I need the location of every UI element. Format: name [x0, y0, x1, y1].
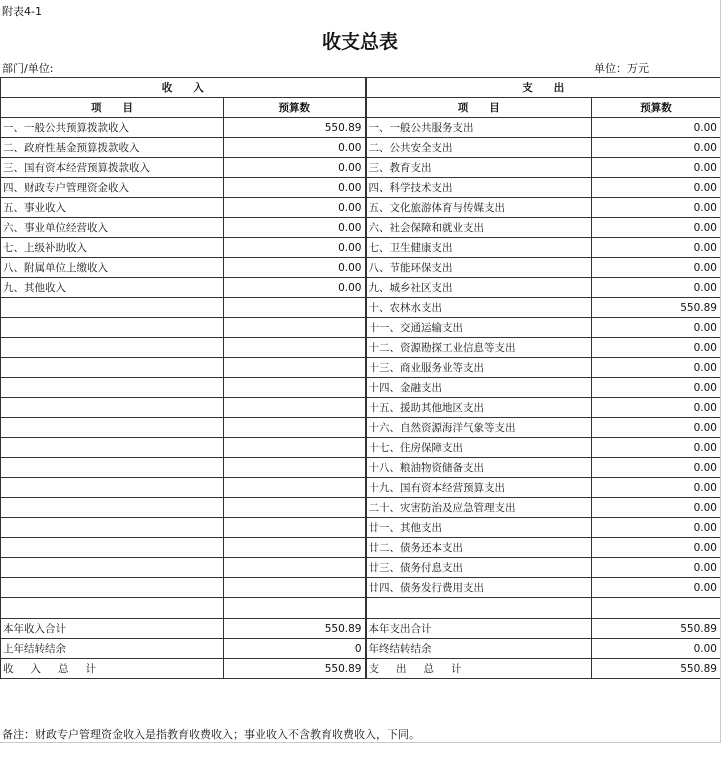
income-value-cell: 0.00	[224, 138, 366, 158]
expense-item-cell: 十六、自然资源海洋气象等支出	[366, 418, 592, 438]
table-row	[1, 318, 721, 338]
income-value-cell: 0.00	[224, 158, 366, 178]
income-item-cell: 六、事业单位经营收入	[1, 218, 224, 238]
table-row	[1, 438, 721, 458]
income-item-cell	[1, 518, 224, 538]
income-value-cell: 0.00	[224, 278, 366, 298]
expense-item-cell: 廿一、其他支出	[366, 518, 592, 538]
sheet-bottom-border	[0, 742, 721, 743]
income-total-value: 550.89	[224, 619, 366, 639]
income-value-cell	[224, 558, 366, 578]
income-item-cell	[1, 298, 224, 318]
expense-value-cell: 0.00	[592, 518, 721, 538]
blank-row	[1, 598, 721, 619]
table-caption: 附表4-1	[2, 5, 42, 18]
expense-item-cell: 廿二、债务还本支出	[366, 538, 592, 558]
expense-value-cell: 0.00	[592, 178, 721, 198]
income-value-cell	[224, 498, 366, 518]
expense-item-cell: 十一、交通运输支出	[366, 318, 592, 338]
table-row	[1, 498, 721, 518]
income-item-cell	[1, 338, 224, 358]
income-value-cell: 0.00	[224, 238, 366, 258]
expense-value-cell: 0.00	[592, 158, 721, 178]
sheet-right-border	[720, 0, 721, 743]
income-item-cell	[1, 458, 224, 478]
expense-value-cell: 0.00	[592, 118, 721, 138]
column-header-row	[1, 98, 721, 118]
expense-item-header: 项 目	[366, 98, 592, 118]
table-row	[1, 558, 721, 578]
table-row	[1, 118, 721, 138]
income-header: 收 入	[1, 78, 366, 98]
table-row	[1, 338, 721, 358]
carry-over-row	[1, 639, 721, 659]
expense-item-cell: 十二、资源勘探工业信息等支出	[366, 338, 592, 358]
income-value-cell	[224, 578, 366, 598]
expense-budget-header: 预算数	[592, 98, 721, 118]
expense-item-cell: 十三、商业服务业等支出	[366, 358, 592, 378]
expense-value-cell: 0.00	[592, 258, 721, 278]
expense-item-cell: 廿四、债务发行费用支出	[366, 578, 592, 598]
income-item-cell	[1, 358, 224, 378]
income-value-cell	[224, 338, 366, 358]
expense-value-cell: 0.00	[592, 478, 721, 498]
income-value-cell	[224, 318, 366, 338]
income-item-cell	[1, 558, 224, 578]
table-row	[1, 198, 721, 218]
expense-item-cell: 十九、国有资本经营预算支出	[366, 478, 592, 498]
expense-item-cell: 十七、住房保障支出	[366, 438, 592, 458]
expense-value-cell: 0.00	[592, 418, 721, 438]
table-row	[1, 378, 721, 398]
income-total-value: 550.89	[224, 659, 366, 679]
expense-value-cell: 0.00	[592, 218, 721, 238]
income-item-cell	[1, 438, 224, 458]
table-row	[1, 158, 721, 178]
income-value-cell	[224, 458, 366, 478]
table-row	[1, 478, 721, 498]
income-value-cell	[224, 398, 366, 418]
expense-total-label: 本年支出合计	[366, 619, 592, 639]
income-value-cell	[224, 518, 366, 538]
expense-value-cell: 0.00	[592, 378, 721, 398]
income-value-cell: 550.89	[224, 118, 366, 138]
income-item-cell	[1, 498, 224, 518]
table-row	[1, 218, 721, 238]
income-value-cell	[224, 438, 366, 458]
income-item-cell	[1, 318, 224, 338]
expense-value-cell: 0.00	[592, 278, 721, 298]
expense-item-cell: 四、科学技术支出	[366, 178, 592, 198]
income-item-cell: 五、事业收入	[1, 198, 224, 218]
expense-item-cell: 十、农林水支出	[366, 298, 592, 318]
income-item-cell: 一、一般公共预算拨款收入	[1, 118, 224, 138]
expense-value-cell: 0.00	[592, 498, 721, 518]
blank-cell	[366, 598, 592, 619]
expense-item-cell: 二十、灾害防治及应急管理支出	[366, 498, 592, 518]
table-row	[1, 278, 721, 298]
footnote: 备注：财政专户管理资金收入是指教育收费收入；事业收入不含教育收费收入，下同。	[2, 728, 420, 741]
income-item-cell	[1, 418, 224, 438]
income-item-cell	[1, 538, 224, 558]
income-value-cell: 0.00	[224, 198, 366, 218]
table-row	[1, 238, 721, 258]
table-row	[1, 578, 721, 598]
income-total-value: 0	[224, 639, 366, 659]
expense-value-cell: 0.00	[592, 578, 721, 598]
expense-value-cell: 0.00	[592, 198, 721, 218]
income-item-header: 项 目	[1, 98, 224, 118]
income-value-cell	[224, 538, 366, 558]
page-title: 收支总表	[321, 31, 398, 53]
income-item-cell	[1, 578, 224, 598]
income-item-cell	[1, 478, 224, 498]
table-row	[1, 138, 721, 158]
income-item-cell: 三、国有资本经营预算拨款收入	[1, 158, 224, 178]
income-total-label: 上年结转结余	[1, 639, 224, 659]
income-total-label: 收入总计	[1, 659, 224, 679]
table-row	[1, 178, 721, 198]
expense-item-cell: 八、节能环保支出	[366, 258, 592, 278]
table-row	[1, 358, 721, 378]
expense-item-cell: 三、教育支出	[366, 158, 592, 178]
blank-cell	[1, 598, 224, 619]
income-value-cell: 0.00	[224, 178, 366, 198]
department-label: 部门/单位:	[2, 62, 54, 75]
table-row	[1, 418, 721, 438]
expense-value-cell: 0.00	[592, 558, 721, 578]
expense-item-cell: 五、文化旅游体育与传媒支出	[366, 198, 592, 218]
expense-value-cell: 0.00	[592, 138, 721, 158]
table-row	[1, 458, 721, 478]
table-row	[1, 518, 721, 538]
expense-value-cell: 0.00	[592, 338, 721, 358]
expense-value-cell: 0.00	[592, 438, 721, 458]
budget-summary-table	[0, 77, 721, 679]
expense-item-cell: 七、卫生健康支出	[366, 238, 592, 258]
expense-item-cell: 十四、金融支出	[366, 378, 592, 398]
expense-item-cell: 十五、援助其他地区支出	[366, 398, 592, 418]
income-value-cell	[224, 478, 366, 498]
expense-item-cell: 九、城乡社区支出	[366, 278, 592, 298]
income-value-cell	[224, 298, 366, 318]
income-item-cell: 七、上级补助收入	[1, 238, 224, 258]
unit-label: 单位：万元	[594, 62, 649, 75]
income-item-cell: 四、财政专户管理资金收入	[1, 178, 224, 198]
income-value-cell: 0.00	[224, 258, 366, 278]
expense-total-value: 0.00	[592, 639, 721, 659]
expense-total-label: 年终结转结余	[366, 639, 592, 659]
expense-item-cell: 一、一般公共服务支出	[366, 118, 592, 138]
income-item-cell	[1, 378, 224, 398]
grand-total-row	[1, 659, 721, 679]
income-item-cell: 九、其他收入	[1, 278, 224, 298]
income-item-cell: 八、附属单位上缴收入	[1, 258, 224, 278]
table-row	[1, 398, 721, 418]
expense-total-label: 支出总计	[366, 659, 592, 679]
expense-value-cell: 0.00	[592, 238, 721, 258]
income-value-cell	[224, 378, 366, 398]
table-row	[1, 298, 721, 318]
income-value-cell	[224, 418, 366, 438]
section-header-row	[1, 78, 721, 98]
income-budget-header: 预算数	[224, 98, 366, 118]
income-item-cell: 二、政府性基金预算拨款收入	[1, 138, 224, 158]
expense-value-cell: 0.00	[592, 458, 721, 478]
expense-value-cell: 0.00	[592, 358, 721, 378]
table-row	[1, 258, 721, 278]
expense-value-cell: 0.00	[592, 398, 721, 418]
expense-total-value: 550.89	[592, 659, 721, 679]
expense-value-cell: 550.89	[592, 298, 721, 318]
blank-cell	[592, 598, 721, 619]
year-total-row	[1, 619, 721, 639]
income-item-cell	[1, 398, 224, 418]
expense-item-cell: 六、社会保障和就业支出	[366, 218, 592, 238]
income-value-cell	[224, 358, 366, 378]
expense-item-cell: 十八、粮油物资储备支出	[366, 458, 592, 478]
expense-value-cell: 0.00	[592, 538, 721, 558]
income-total-label: 本年收入合计	[1, 619, 224, 639]
expense-item-cell: 廿三、债务付息支出	[366, 558, 592, 578]
income-value-cell: 0.00	[224, 218, 366, 238]
expense-header: 支 出	[366, 78, 721, 98]
blank-cell	[224, 598, 366, 619]
expense-value-cell: 0.00	[592, 318, 721, 338]
expense-total-value: 550.89	[592, 619, 721, 639]
table-row	[1, 538, 721, 558]
expense-item-cell: 二、公共安全支出	[366, 138, 592, 158]
